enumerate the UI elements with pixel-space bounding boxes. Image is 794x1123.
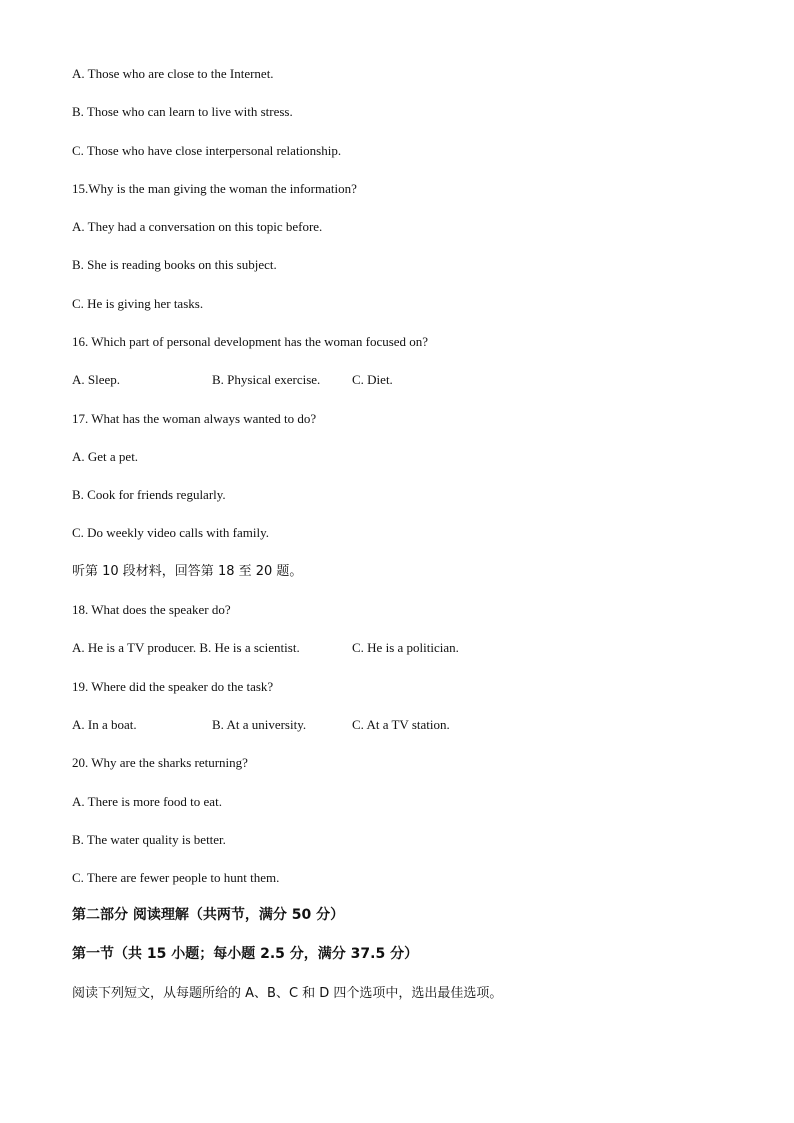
q18-option-ab: A. He is a TV producer. B. He is a scientist. bbox=[72, 640, 300, 655]
question-17: 17. What has the woman always wanted to do? bbox=[72, 411, 317, 426]
question-18: 18. What does the speaker do? bbox=[72, 602, 231, 617]
q18-option-c: C. He is a politician. bbox=[352, 640, 459, 655]
q20-option-c: C. There are fewer people to hunt them. bbox=[72, 870, 280, 885]
q20-option-a: A. There is more food to eat. bbox=[72, 794, 222, 809]
question-20: 20. Why are the sharks returning? bbox=[72, 755, 248, 770]
q16-option-b: B. Physical exercise. bbox=[212, 372, 321, 387]
q17-option-a: A. Get a pet. bbox=[72, 449, 139, 464]
q18-options bbox=[72, 640, 672, 656]
q17-option-b: B. Cook for friends regularly. bbox=[72, 487, 226, 502]
q16-option-c: C. Diet. bbox=[352, 372, 393, 387]
reading-instruction: 阅读下列短文，从每题所给的 A、B、C 和 D 四个选项中，选出最佳选项。 bbox=[72, 986, 503, 1001]
q19-option-c: C. At a TV station. bbox=[352, 717, 450, 732]
section-10-instruction: 听第 10 段材料，回答第 18 至 20 题。 bbox=[72, 564, 303, 579]
q20-option-b: B. The water quality is better. bbox=[72, 832, 226, 847]
question-15: 15.Why is the man giving the woman the information? bbox=[72, 181, 357, 196]
q14-option-c: C. Those who have close interpersonal relationship. bbox=[72, 143, 342, 158]
q16-options bbox=[72, 372, 672, 388]
question-16: 16. Which part of personal development has the woman focused on? bbox=[72, 334, 429, 349]
q14-option-b: B. Those who can learn to live with stress. bbox=[72, 104, 293, 119]
q19-options bbox=[72, 717, 672, 733]
q16-option-a: A. Sleep. bbox=[72, 372, 121, 387]
section-1-title: 第一节（共 15 小题；每小题 2.5 分，满分 37.5 分） bbox=[72, 946, 419, 962]
q14-option-a: A. Those who are close to the Internet. bbox=[72, 66, 274, 81]
question-19: 19. Where did the speaker do the task? bbox=[72, 679, 274, 694]
q17-option-c: C. Do weekly video calls with family. bbox=[72, 525, 270, 540]
q19-option-b: B. At a university. bbox=[212, 717, 307, 732]
q19-option-a: A. In a boat. bbox=[72, 717, 137, 732]
part-2-title: 第二部分 阅读理解（共两节，满分 50 分） bbox=[72, 907, 345, 923]
q15-option-a: A. They had a conversation on this topic before. bbox=[72, 219, 323, 234]
q15-option-c: C. He is giving her tasks. bbox=[72, 296, 204, 311]
q15-option-b: B. She is reading books on this subject. bbox=[72, 257, 277, 272]
